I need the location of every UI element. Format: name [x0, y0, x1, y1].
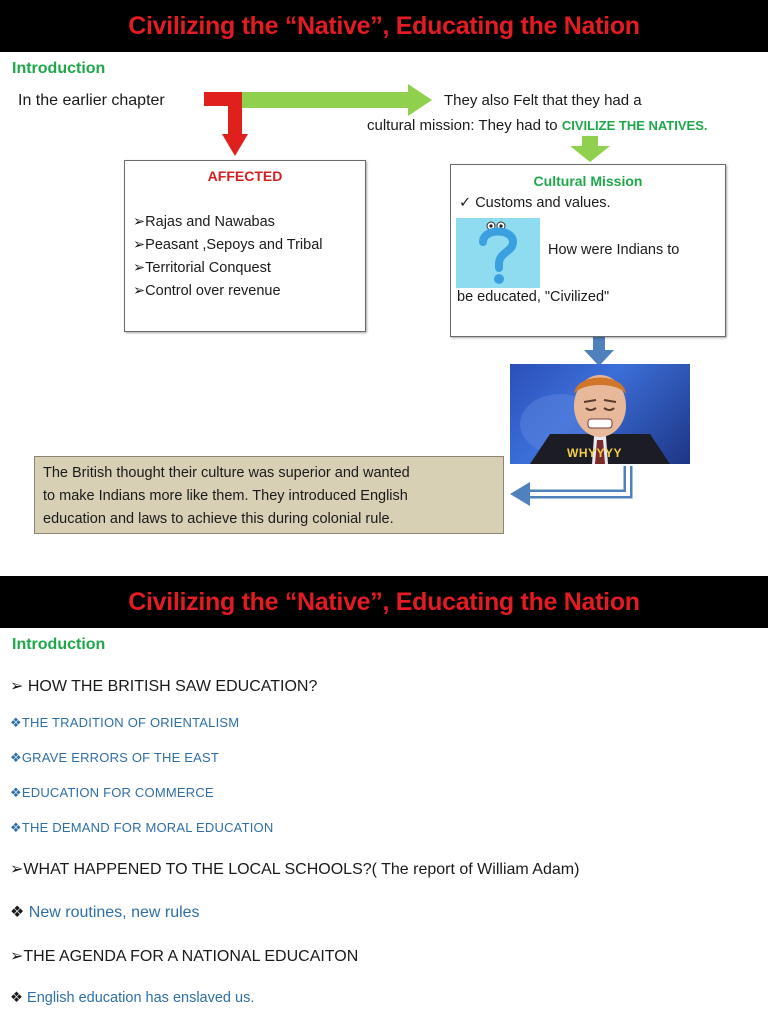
- affected-item: [133, 234, 323, 257]
- heading-british-saw-education: [10, 676, 317, 696]
- slide-2-title-bar: [0, 576, 768, 628]
- sub-item: [10, 785, 214, 801]
- affected-item-text: Control over revenue: [145, 283, 281, 299]
- reaction-caption: WHYYYY: [567, 446, 623, 460]
- routines-item: [10, 902, 200, 922]
- diamond-bullet-icon: ❖: [10, 820, 22, 835]
- affected-item-text: Peasant ,Sepoys and Tribal: [145, 237, 323, 253]
- diamond-bullet-icon: ❖: [10, 785, 22, 800]
- arrow-bullet-icon: ➢: [10, 678, 24, 695]
- check-item-text: Customs and values.: [475, 195, 611, 211]
- arrow-bullet-icon: ➢: [133, 237, 146, 253]
- diamond-bullet-icon: ❖: [10, 990, 23, 1006]
- sub-item-text: THE DEMAND FOR MORAL EDUCATION: [21, 820, 274, 835]
- green-arrow-down-head: [570, 146, 610, 162]
- check-item: [459, 195, 611, 211]
- question-text: How were Indians to: [548, 242, 680, 258]
- slide-2-title: Civilizing the “Native”, Educating the Nation: [128, 587, 640, 616]
- earlier-chapter-text: In the earlier chapter: [18, 92, 165, 109]
- affected-box: [124, 160, 366, 332]
- sub-item: [10, 715, 239, 731]
- routines-text: New routines, new rules: [28, 904, 200, 921]
- slide-2-intro-heading: Introduction: [12, 636, 106, 653]
- blue-elbow-arrow-head: [510, 482, 530, 506]
- civilize-natives-highlight: CIVILIZE THE NATIVES.: [561, 118, 708, 133]
- sub-item: [10, 820, 273, 836]
- arrow-bullet-icon: ➢: [10, 948, 24, 965]
- blue-arrow-down-shaft: [593, 336, 605, 352]
- question-mark-icon: [473, 220, 523, 286]
- affected-item: [133, 280, 323, 303]
- affected-item-text: Rajas and Nawabas: [145, 214, 275, 230]
- summary-line: education and laws to achieve this during colonial rule.: [43, 511, 394, 527]
- heading-national-education: [10, 946, 358, 966]
- summary-line: The British thought their culture was superior and wanted: [43, 465, 410, 481]
- blue-elbow-arrow-outline: [528, 466, 628, 494]
- heading-text: WHAT HAPPENED TO THE LOCAL SCHOOLS?( The report of William Adam): [23, 861, 580, 878]
- heading-text: THE AGENDA FOR A NATIONAL EDUCAITON: [23, 948, 359, 965]
- summary-line: to make Indians more like them. They introduced English: [43, 488, 408, 504]
- felt-line-1: They also Felt that they had a: [444, 92, 642, 109]
- affected-item: [133, 257, 323, 280]
- sub-item: [10, 750, 219, 766]
- heading-local-schools: [10, 859, 579, 879]
- slide-gap: [0, 560, 768, 576]
- slide-2: [0, 576, 768, 1024]
- enslaved-item: [10, 990, 254, 1006]
- sub-item-text: THE TRADITION OF ORIENTALISM: [21, 715, 240, 730]
- diamond-bullet-icon: ❖: [10, 715, 22, 730]
- affected-title: AFFECTED: [207, 168, 283, 184]
- sub-item-text: EDUCATION FOR COMMERCE: [21, 785, 214, 800]
- affected-item: [133, 211, 323, 234]
- cultural-mission-title: Cultural Mission: [533, 173, 643, 189]
- heading-text: HOW THE BRITISH SAW EDUCATION?: [27, 678, 318, 695]
- reaction-image: [510, 364, 690, 464]
- red-arrow-shaft: [228, 92, 242, 136]
- diamond-bullet-icon: ❖: [10, 904, 25, 921]
- green-arrow-right-head: [408, 84, 432, 116]
- arrow-bullet-icon: ➢: [10, 861, 24, 878]
- cultural-mission-box: [450, 164, 726, 337]
- red-arrow-head: [222, 134, 248, 156]
- arrow-bullet-icon: ➢: [133, 214, 146, 230]
- arrow-bullet-icon: ➢: [133, 260, 146, 276]
- affected-list: [133, 211, 323, 303]
- diamond-bullet-icon: ❖: [10, 750, 22, 765]
- slide-1-title: Civilizing the “Native”, Educating the Nation: [128, 11, 640, 40]
- felt-line-2-text: cultural mission: They had to: [367, 117, 558, 134]
- summary-box: [34, 456, 504, 534]
- slide-1-intro-heading: Introduction: [12, 60, 106, 77]
- arrow-bullet-icon: ➢: [133, 283, 146, 299]
- checkmark-icon: ✓: [459, 195, 472, 211]
- enslaved-text: English education has enslaved us.: [27, 990, 255, 1006]
- green-arrow-right-shaft: [238, 92, 408, 108]
- question-mark-image: [456, 218, 540, 288]
- question-end-text: be educated, "Civilized": [457, 289, 610, 305]
- sub-item-text: GRAVE ERRORS OF THE EAST: [21, 750, 220, 765]
- affected-item-text: Territorial Conquest: [145, 260, 271, 276]
- felt-line-2: [367, 117, 708, 134]
